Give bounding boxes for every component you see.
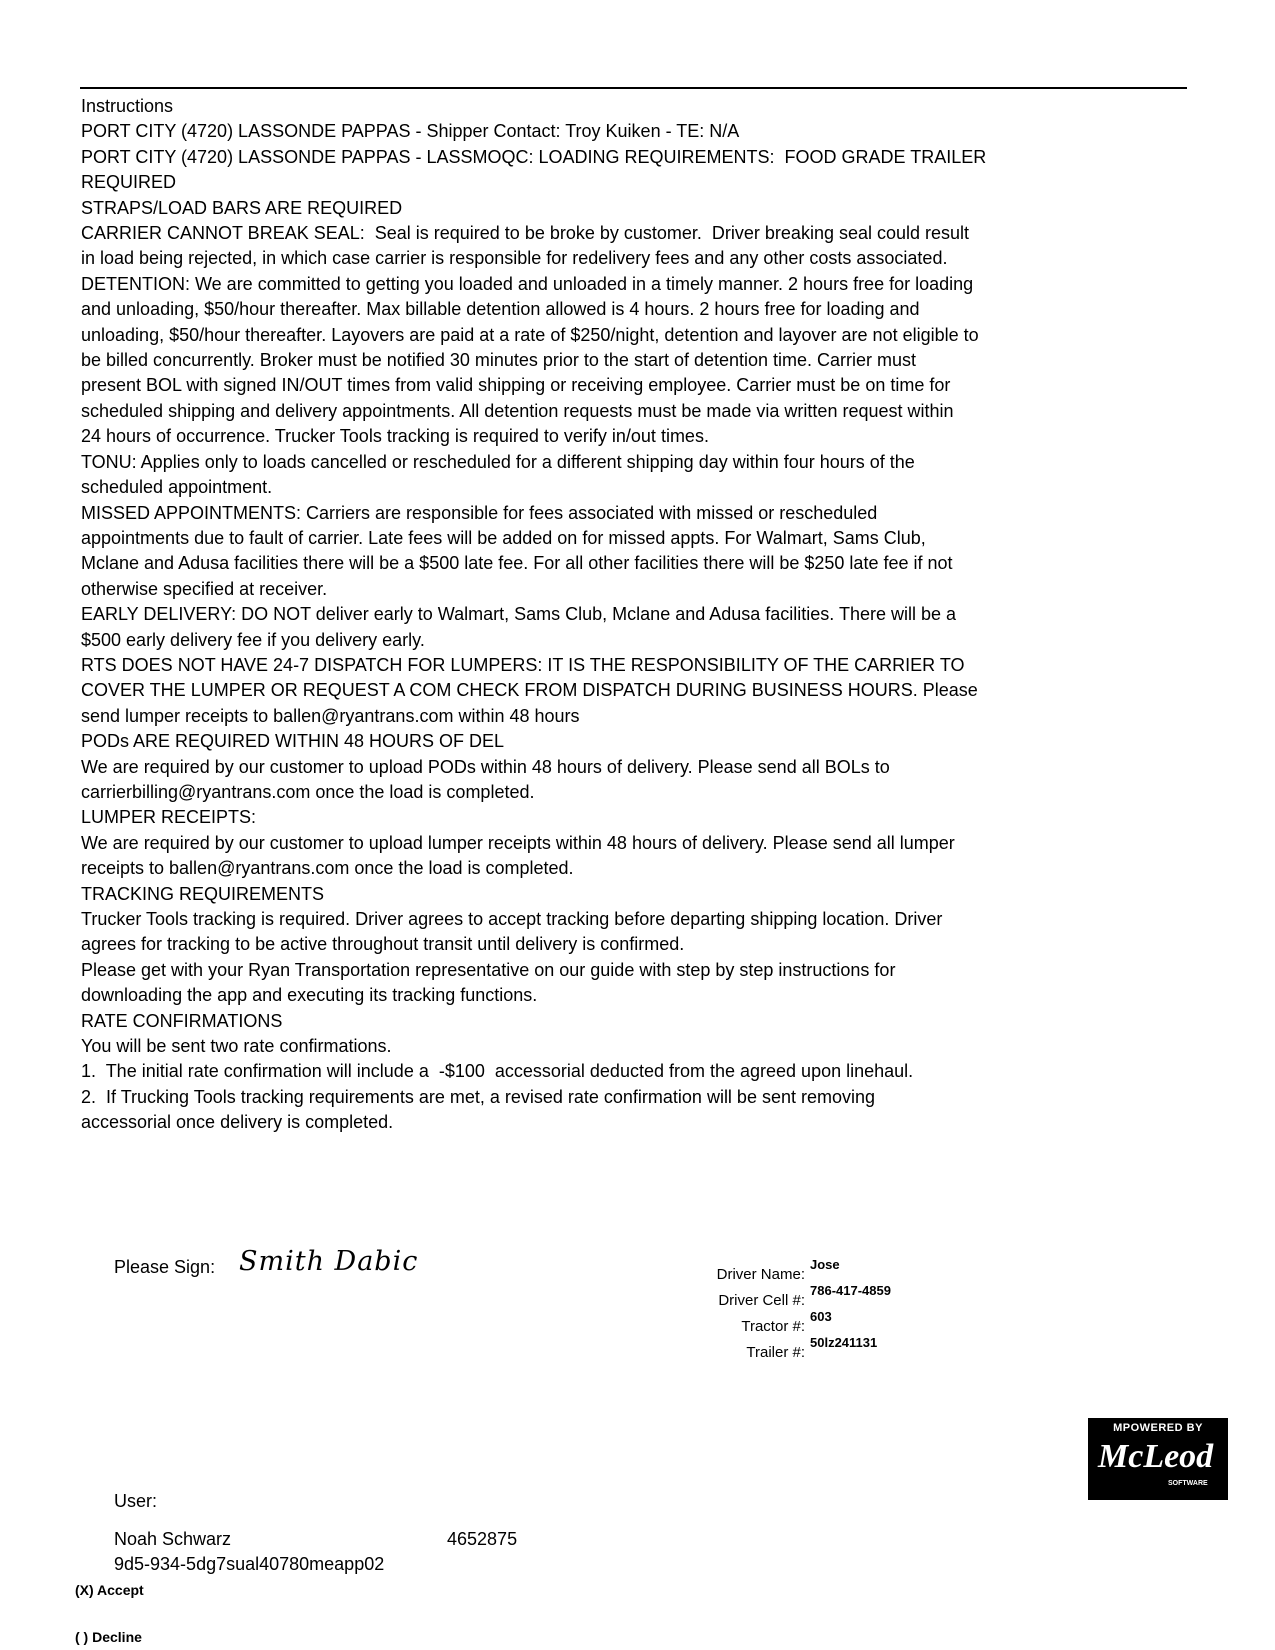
- instruction-line: be billed concurrently. Broker must be notified 30 minutes prior to the start of detention time. Carrier must: [81, 350, 917, 371]
- instruction-line: 24 hours of occurrence. Trucker Tools tracking is required to verify in/out times.: [81, 426, 709, 447]
- driver-name-label: Driver Name:: [716, 1266, 805, 1283]
- instruction-line: Trucker Tools tracking is required. Driver agrees to accept tracking before departing shipping location. Driver: [81, 909, 943, 929]
- instructions-block: [81, 94, 1201, 1136]
- instruction-line: You will be sent two rate confirmations.: [81, 1036, 392, 1057]
- instruction-line: downloading the app and executing its tracking functions.: [81, 985, 538, 1006]
- user-name: Noah Schwarz: [114, 1529, 232, 1549]
- instruction-line: We are required by our customer to upload lumper receipts within 48 hours of delivery. Please send all lumper: [81, 832, 955, 853]
- accept-option[interactable]: (X) Accept: [75, 1582, 144, 1598]
- driver-cell-label: Driver Cell #:: [718, 1292, 805, 1309]
- user-label: User:: [114, 1491, 158, 1511]
- driver-name-value: Jose: [810, 1257, 840, 1272]
- instruction-line: send lumper receipts to ballen@ryantrans.com within 48 hours: [81, 705, 580, 726]
- trailer-label: Trailer #:: [746, 1344, 805, 1361]
- instruction-line: appointments due to fault of carrier. Late fees will be added on for missed appts. For Walmart, Sams Club,: [81, 527, 926, 548]
- tractor-value: 603: [810, 1309, 832, 1324]
- instruction-line: PORT CITY (4720) LASSONDE PAPPAS - LASSMOQC: LOADING REQUIREMENTS: FOOD GRADE TRAILER: [81, 146, 987, 167]
- instruction-line: Please get with your Ryan Transportation representative on our guide with step by step instructions for: [81, 959, 896, 980]
- instruction-line: 2. If Trucking Tools tracking requirements are met, a revised rate confirmation will be sent removing: [81, 1086, 876, 1107]
- instruction-line: REQUIRED: [81, 172, 177, 193]
- mcleod-logo: [1088, 1418, 1228, 1500]
- instruction-line: STRAPS/LOAD BARS ARE REQUIRED: [81, 197, 403, 218]
- header-rule: [80, 87, 1187, 89]
- user-host: 9d5-934-5dg7sual40780meapp02: [114, 1554, 385, 1574]
- instruction-line: TONU: Applies only to loads cancelled or rescheduled for a different shipping day within four hours of the: [81, 451, 915, 472]
- user-number: 4652875: [447, 1529, 518, 1549]
- instruction-line: otherwise specified at receiver.: [81, 578, 328, 599]
- instruction-line: Instructions: [81, 96, 174, 116]
- driver-cell-value: 786-417-4859: [810, 1283, 891, 1298]
- logo-top-text: MPOWERED BY: [1113, 1422, 1203, 1434]
- instruction-line: PORT CITY (4720) LASSONDE PAPPAS - Shipper Contact: Troy Kuiken - TE: N/A: [81, 121, 740, 142]
- logo-main-text: McLeod: [1098, 1438, 1214, 1475]
- instruction-line: Mclane and Adusa facilities there will be a $500 late fee. For all other facilities there will be $250 late fee if not: [81, 553, 953, 574]
- instruction-line: agrees for tracking to be active throughout transit until delivery is confirmed.: [81, 934, 685, 955]
- tractor-label: Tractor #:: [741, 1318, 805, 1335]
- instruction-line: RATE CONFIRMATIONS: [81, 1010, 283, 1031]
- instruction-line: receipts to ballen@ryantrans.com once the load is completed.: [81, 858, 574, 879]
- instruction-line: We are required by our customer to upload PODs within 48 hours of delivery. Please send all BOLs to: [81, 756, 890, 777]
- instruction-line: TRACKING REQUIREMENTS: [81, 883, 325, 904]
- instruction-line: $500 early delivery fee if you delivery early.: [81, 629, 425, 650]
- decline-option[interactable]: ( ) Decline: [75, 1629, 142, 1645]
- instruction-line: scheduled appointment.: [81, 477, 273, 498]
- instruction-line: EARLY DELIVERY: DO NOT deliver early to Walmart, Sams Club, Mclane and Adusa facilities. There will be a: [81, 604, 957, 625]
- instruction-line: MISSED APPOINTMENTS: Carriers are responsible for fees associated with missed or rescheduled: [81, 502, 878, 523]
- instruction-line: RTS DOES NOT HAVE 24-7 DISPATCH FOR LUMPERS: IT IS THE RESPONSIBILITY OF THE CARRIER TO: [81, 654, 965, 675]
- instruction-line: CARRIER CANNOT BREAK SEAL: Seal is required to be broke by customer. Driver breaking seal could result: [81, 223, 970, 244]
- instruction-line: present BOL with signed IN/OUT times from valid shipping or receiving employee. Carrier must be on time for: [81, 375, 951, 396]
- instruction-line: unloading, $50/hour thereafter. Layovers are paid at a rate of $250/night, detention and layover are not eligible to: [81, 324, 979, 345]
- logo-sub-text: SOFTWARE: [1168, 1480, 1208, 1487]
- instruction-line: accessorial once delivery is completed.: [81, 1112, 394, 1133]
- instruction-line: DETENTION: We are committed to getting you loaded and unloaded in a timely manner. 2 hours free for loading: [81, 273, 974, 294]
- instruction-line: carrierbilling@ryantrans.com once the load is completed.: [81, 781, 535, 802]
- instruction-line: scheduled shipping and delivery appointments. All detention requests must be made via written request within: [81, 400, 954, 421]
- please-sign-label: Please Sign:: [114, 1257, 216, 1277]
- signature: Smith Dabic: [239, 1246, 419, 1277]
- instruction-line: PODs ARE REQUIRED WITHIN 48 HOURS OF DEL: [81, 731, 505, 752]
- trailer-value: 50lz241131: [810, 1335, 878, 1350]
- instruction-line: COVER THE LUMPER OR REQUEST A COM CHECK FROM DISPATCH DURING BUSINESS HOURS. Please: [81, 680, 978, 701]
- instruction-line: LUMPER RECEIPTS:: [81, 807, 257, 828]
- instruction-line: in load being rejected, in which case carrier is responsible for redelivery fees and any other costs associated.: [81, 248, 948, 269]
- instruction-line: 1. The initial rate confirmation will include a -$100 accessorial deducted from the agreed upon linehaul.: [81, 1061, 914, 1082]
- instruction-line: and unloading, $50/hour thereafter. Max billable detention allowed is 4 hours. 2 hours free for loading and: [81, 299, 920, 320]
